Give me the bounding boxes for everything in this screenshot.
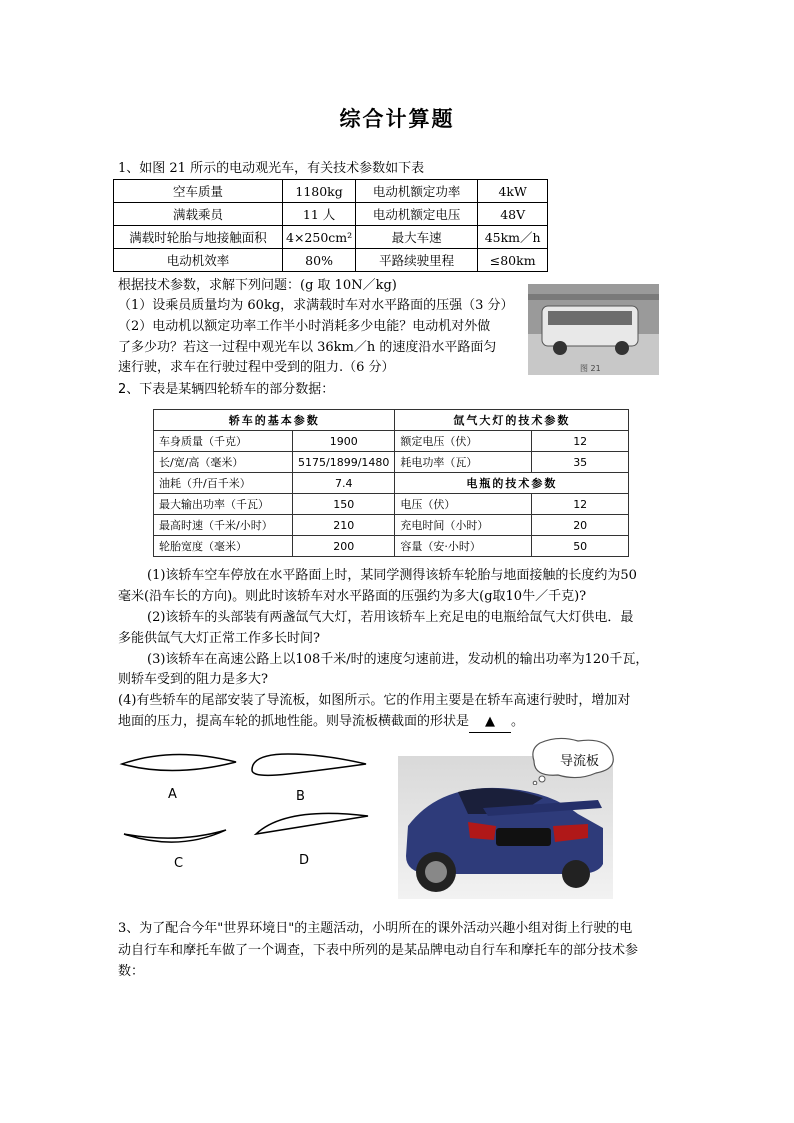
table-cell: 最高时速（千米/小时） xyxy=(154,515,293,536)
q2-part4-text: 地面的压力，提高车轮的抓地性能。则导流板横截面的形状是 xyxy=(118,714,470,729)
table-cell: 20 xyxy=(531,515,628,536)
table-row xyxy=(114,203,548,226)
option-label-b: B xyxy=(296,789,305,804)
table-cell: 充电时间（小时） xyxy=(395,515,532,536)
table-cell: 45km／h xyxy=(478,226,548,249)
table-row xyxy=(114,226,548,249)
table-cell: 额定电压（伏） xyxy=(395,431,532,452)
table-row xyxy=(154,431,629,452)
q1-spec-table xyxy=(113,179,548,272)
table-cell: 最大输出功率（千瓦） xyxy=(154,494,293,515)
spoiler-label: 导流板 xyxy=(560,754,600,769)
airfoil-options xyxy=(118,748,378,873)
q2-part1-cont: 毫米(沿车长的方向)。则此时该轿车对水平路面的压强约为多大(g取10牛／千克)? xyxy=(118,589,587,604)
option-label-d: D xyxy=(299,853,310,868)
table-cell: 35 xyxy=(531,452,628,473)
table-cell: 200 xyxy=(293,536,395,557)
table-row xyxy=(154,536,629,557)
table-cell: 容量（安·小时） xyxy=(395,536,532,557)
table-header: 轿车的基本参数 xyxy=(154,410,395,431)
figure-caption: 图 21 xyxy=(580,364,601,373)
table-header: 电瓶的技术参数 xyxy=(395,473,629,494)
q3-line: 数： xyxy=(118,964,145,979)
table-cell: 最大车速 xyxy=(356,226,478,249)
table-cell: 电动机额定电压 xyxy=(356,203,478,226)
airfoil-a xyxy=(122,754,236,770)
table-cell: 12 xyxy=(531,494,628,515)
table-cell: 油耗（升/百千米） xyxy=(154,473,293,494)
page-title: 综合计算题 xyxy=(339,106,455,131)
table-cell: 长/宽/高（毫米） xyxy=(154,452,293,473)
table-cell: 80% xyxy=(283,249,356,272)
table-cell: 5175/1899/1480 xyxy=(293,452,395,473)
q2-car-spec-table xyxy=(153,409,629,557)
airfoil-b xyxy=(252,754,366,775)
q1-line: 了多少功？若这一过程中观光车以 36km／h 的速度沿水平路面匀 xyxy=(118,340,497,355)
q2-part4-end: 。 xyxy=(511,714,525,729)
table-cell: 4×250cm² xyxy=(283,226,356,249)
table-cell: 150 xyxy=(293,494,395,515)
table-cell: 电压（伏） xyxy=(395,494,532,515)
table-cell: 210 xyxy=(293,515,395,536)
q2-part3-cont: 则轿车受到的阻力是多大? xyxy=(118,672,268,687)
airfoil-d xyxy=(256,813,368,834)
q1-intro: 1、如图 21 所示的电动观光车，有关技术参数如下表 xyxy=(118,161,425,176)
q3-line: 3、为了配合今年"世界环境日"的主题活动，小明所在的课外活动兴趣小组对街上行驶的电 xyxy=(118,921,633,936)
table-row xyxy=(114,249,548,272)
table-cell: 1180kg xyxy=(283,180,356,203)
option-label-c: C xyxy=(174,856,184,871)
table-cell: 轮胎宽度（毫米） xyxy=(154,536,293,557)
table-cell: 电动机额定功率 xyxy=(356,180,478,203)
table-cell: 1900 xyxy=(293,431,395,452)
table-row xyxy=(154,515,629,536)
table-row xyxy=(154,494,629,515)
table-cell: 空车质量 xyxy=(114,180,283,203)
q1-line: （2）电动机以额定功率工作半小时消耗多少电能？电动机对外做 xyxy=(118,319,491,334)
q2-part4-cont xyxy=(118,711,524,733)
table-cell: 48V xyxy=(478,203,548,226)
table-cell: 满载时轮胎与地接触面积 xyxy=(114,226,283,249)
airfoil-c xyxy=(124,830,226,842)
q3-line: 动自行车和摩托车做了一个调查，下表中所列的是某品牌电动自行车和摩托车的部分技术参 xyxy=(118,943,639,958)
q2-part2: (2)该轿车的头部装有两盏氙气大灯，若用该轿车上充足电的电瓶给氙气大灯供电．最 xyxy=(147,610,634,625)
table-cell: 平路续驶里程 xyxy=(356,249,478,272)
table-cell: 12 xyxy=(531,431,628,452)
table-row xyxy=(154,410,629,431)
table-cell: 11 人 xyxy=(283,203,356,226)
table-header: 氙气大灯的技术参数 xyxy=(395,410,629,431)
q2-part3: (3)该轿车在高速公路上以108千米/时的速度匀速前进，发动机的输出功率为120千瓦， xyxy=(147,652,649,667)
q2-part2-cont: 多能供氙气大灯正常工作多长时间? xyxy=(118,631,320,646)
table-cell: 耗电功率（瓦） xyxy=(395,452,532,473)
table-cell: 车身质量（千克） xyxy=(154,431,293,452)
table-cell: 电动机效率 xyxy=(114,249,283,272)
q2-part1: (1)该轿车空车停放在水平路面上时，某同学测得该轿车轮胎与地面接触的长度约为50 xyxy=(147,568,637,583)
table-row xyxy=(114,180,548,203)
table-cell: 4kW xyxy=(478,180,548,203)
table-cell: ≤80km xyxy=(478,249,548,272)
table-row xyxy=(154,473,629,494)
bus-illustration xyxy=(528,284,659,375)
q1-line: 根据技术参数，求解下列问题：(g 取 10N／kg) xyxy=(118,278,397,293)
option-label-a: A xyxy=(168,787,177,802)
table-cell: 50 xyxy=(531,536,628,557)
q2-intro: 2、下表是某辆四轮轿车的部分数据： xyxy=(118,382,335,397)
table-row xyxy=(154,452,629,473)
q2-part4: (4)有些轿车的尾部安装了导流板，如图所示。它的作用主要是在轿车高速行驶时，增加对 xyxy=(118,693,631,708)
answer-blank: ▲ xyxy=(469,711,511,733)
table-cell: 满载乘员 xyxy=(114,203,283,226)
table-cell: 7.4 xyxy=(293,473,395,494)
q1-line: 速行驶，求车在行驶过程中受到的阻力.（6 分） xyxy=(118,360,395,375)
bus-photo xyxy=(528,284,659,375)
q1-line: （1）设乘员质量均为 60kg，求满载时车对水平路面的压强（3 分） xyxy=(118,298,514,313)
